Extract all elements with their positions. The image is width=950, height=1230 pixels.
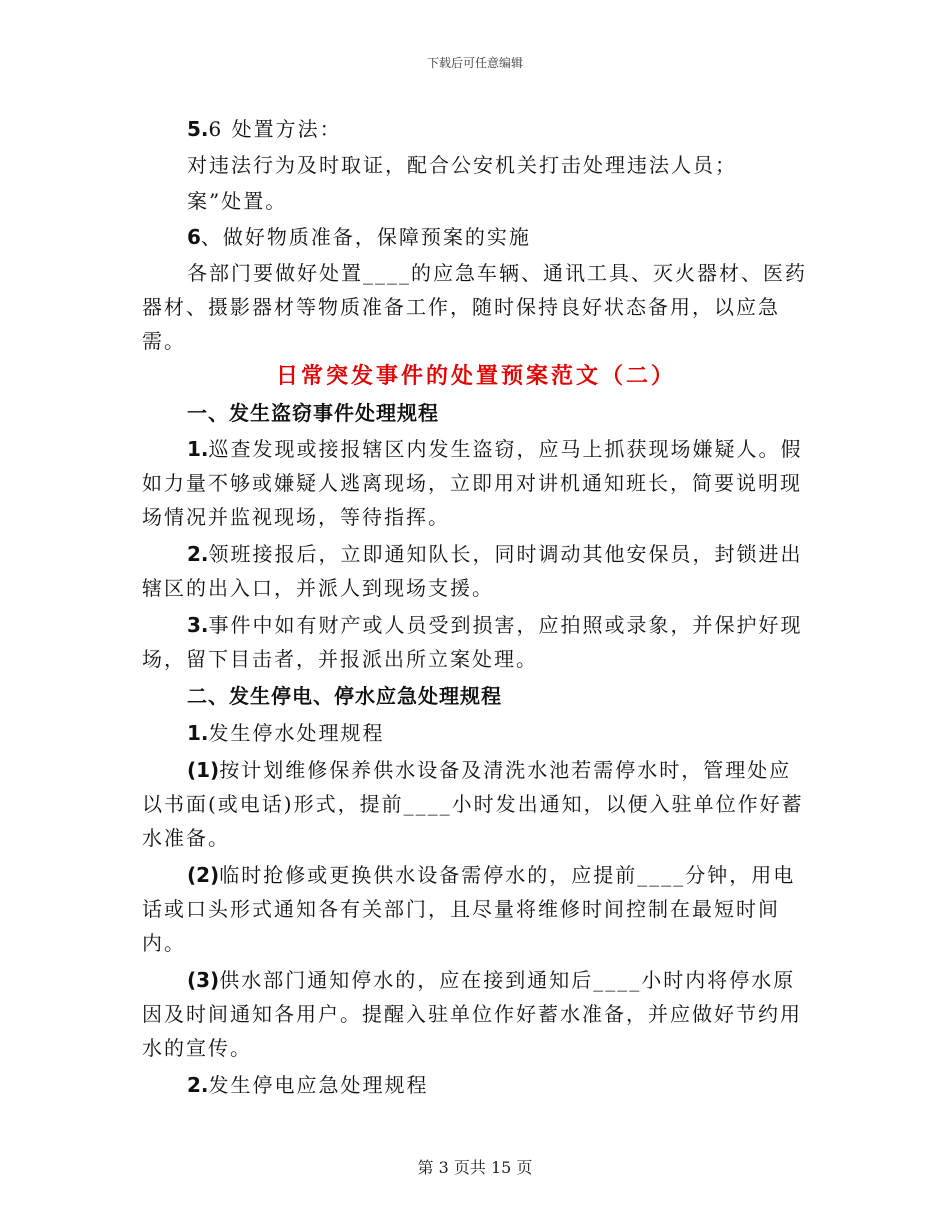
list-item xyxy=(142,753,810,855)
document-title: 日常突发事件的处置预案范文（二） xyxy=(275,364,676,389)
paragraph: 对违法行为及时取证，配合公安机关打击处理违法人员； xyxy=(187,153,737,177)
list-item xyxy=(142,432,810,534)
item-number: 3. xyxy=(187,613,209,637)
item-number: (2) xyxy=(187,863,220,887)
document-body xyxy=(142,112,810,1102)
item-number: 2. xyxy=(187,542,209,566)
item-text: 供水部门通知停水的，应在接到通知后____小时内将停水原因及时间通知各用户。提醒入驻单位作好蓄水准备，并应做好节约用水的宣传。 xyxy=(142,968,802,1060)
item-number: (3) xyxy=(187,968,220,992)
paragraph: 各部门要做好处置____的应急车辆、通讯工具、灭火器材、医药器材、摄影器材等物质准备工作，随时保持良好状态备用，以应急需。 xyxy=(142,261,807,353)
list-item xyxy=(142,537,810,605)
list-item xyxy=(142,608,810,676)
list-item xyxy=(142,1068,810,1102)
page-footer: 第 3 页共 15 页 xyxy=(417,1158,533,1177)
section-number: 6 xyxy=(187,225,201,249)
list-item xyxy=(142,963,810,1065)
item-number: 1. xyxy=(187,721,209,745)
item-text: 巡查发现或接报辖区内发生盗窃，应马上抓获现场嫌疑人。假如力量不够或嫌疑人逃离现场，立即用对讲机通知班长，简要说明现场情况并监视现场，等待指挥。 xyxy=(142,437,803,529)
section-5-6-heading xyxy=(142,112,810,146)
section-heading-outage: 二、发生停电、停水应急处理规程 xyxy=(187,684,502,708)
paragraph: 案”处置。 xyxy=(187,189,288,213)
page-header: 下载后可任意编辑 xyxy=(426,56,523,70)
item-text: 临时抢修或更换供水设备需停水的，应提前____分钟，用电话或口头形式通知各有关部门，且尽量将维修时间控制在最短时间内。 xyxy=(142,863,796,955)
item-text: 发生停水处理规程 xyxy=(208,721,385,745)
item-text: 发生停电应急处理规程 xyxy=(208,1073,429,1097)
item-number: 2. xyxy=(187,1073,209,1097)
section-heading-theft: 一、发生盗窃事件处理规程 xyxy=(187,401,439,425)
section-text: 6 处置方法： xyxy=(208,117,342,141)
section-text: 、做好物质准备，保障预案的实施 xyxy=(200,225,531,249)
list-item xyxy=(142,858,810,960)
item-text: 事件中如有财产或人员受到损害，应拍照或录象，并保护好现场，留下目击者，并报派出所立案处理。 xyxy=(142,613,803,671)
item-text: 按计划维修保养供水设备及清洗水池若需停水时，管理处应以书面(或电话)形式，提前____小时发出通知，以便入驻单位作好蓄水准备。 xyxy=(142,758,804,850)
item-text: 领班接报后，立即通知队长，同时调动其他安保员，封锁进出辖区的出入口，并派人到现场支援。 xyxy=(142,542,803,600)
section-number: 5. xyxy=(187,117,209,141)
list-item xyxy=(142,716,810,750)
item-number: 1. xyxy=(187,437,209,461)
item-number: (1) xyxy=(187,758,220,782)
section-6-heading xyxy=(142,220,810,254)
